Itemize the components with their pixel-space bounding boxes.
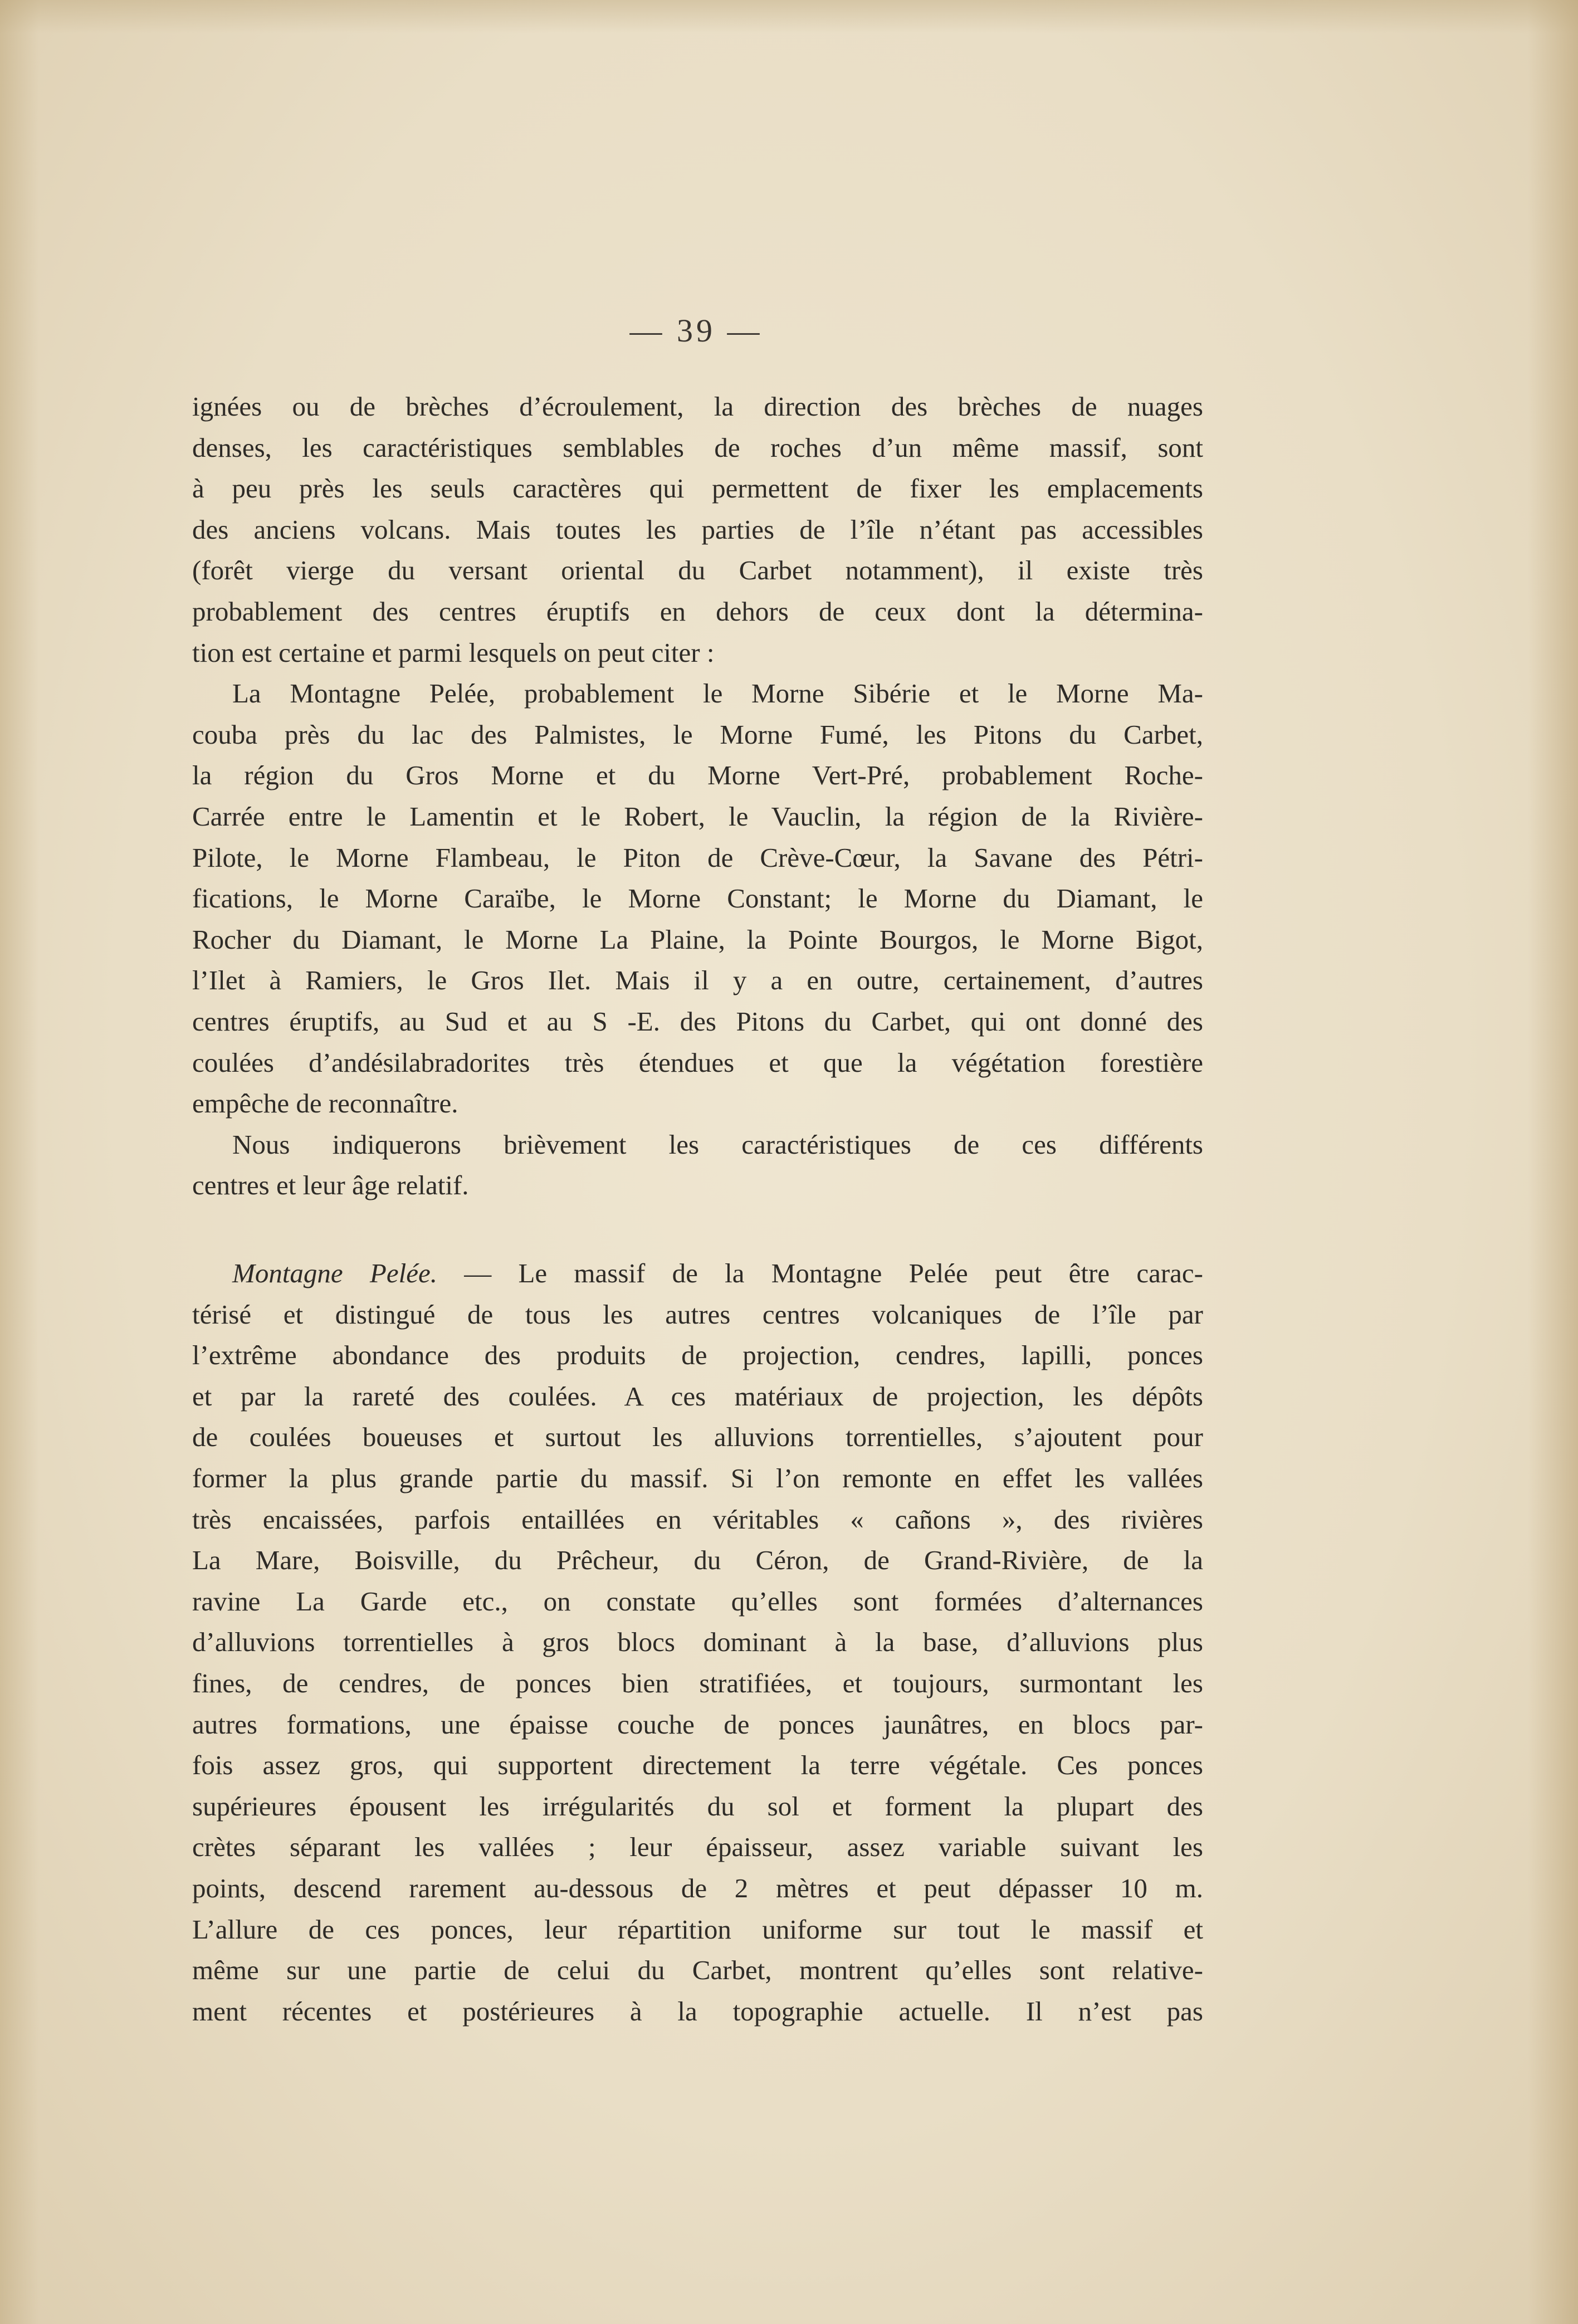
text-line: (forêt vierge du versant oriental du Carbet notamment), il existe très bbox=[192, 555, 1203, 586]
text-line: la région du Gros Morne et du Morne Vert-Pré, probablement Roche- bbox=[192, 760, 1203, 791]
text-line: Carrée entre le Lamentin et le Robert, le Vauclin, la région de la Rivière- bbox=[192, 800, 1203, 832]
text-line: former la plus grande partie du massif. Si l’on remonte en effet les vallées bbox=[192, 1462, 1203, 1493]
text-line: très encaissées, parfois entaillées en véritables « cañons », des rivières bbox=[192, 1503, 1203, 1535]
text-line: probablement des centres éruptifs en dehors de ceux dont la détermina- bbox=[192, 595, 1203, 627]
page-edge-shadow-top bbox=[0, 0, 1578, 33]
page-number: — 39 — bbox=[629, 313, 763, 349]
text-line: d’alluvions torrentielles à gros blocs dominant à la base, d’alluvions plus bbox=[192, 1627, 1203, 1658]
text-line: La Mare, Boisville, du Prêcheur, du Céron, de Grand-Rivière, de la bbox=[192, 1545, 1203, 1576]
section-montagne-pelee bbox=[192, 1253, 1203, 2032]
text-line: Pilote, le Morne Flambeau, le Piton de Crève-Cœur, la Savane des Pétri- bbox=[192, 842, 1203, 873]
text-line: l’extrême abondance des produits de projection, cendres, lapilli, ponces bbox=[192, 1340, 1203, 1371]
text-line-rest: — Le massif de la Montagne Pelée peut être carac- bbox=[437, 1258, 1203, 1288]
section-heading: Montagne Pelée. bbox=[232, 1258, 437, 1288]
text-line: coulées d’andésilabradorites très étendues et que la végétation forestière bbox=[192, 1047, 1203, 1078]
text-line: même sur une partie de celui du Carbet, montrent qu’elles sont relative- bbox=[192, 1955, 1203, 1986]
page-edge-shadow-left bbox=[0, 0, 39, 2324]
text-line: térisé et distingué de tous les autres centres volcaniques de l’île par bbox=[192, 1298, 1203, 1330]
paragraph-block-volcanic-centres bbox=[192, 386, 1203, 1206]
text-line: empêche de reconnaître. bbox=[192, 1088, 458, 1119]
text-line: supérieures épousent les irrégularités du sol et forment la plupart des bbox=[192, 1790, 1203, 1822]
text-line: denses, les caractéristiques semblables de roches d’un même massif, sont bbox=[192, 432, 1203, 463]
text-line: à peu près les seuls caractères qui permettent de fixer les emplacements bbox=[192, 473, 1203, 504]
text-line-with-heading bbox=[192, 1253, 1203, 1294]
text-line: points, descend rarement au-dessous de 2 mètres et peut dépasser 10 m. bbox=[192, 1872, 1203, 1903]
text-line: des anciens volcans. Mais toutes les parties de l’île n’étant pas accessibles bbox=[192, 514, 1203, 545]
page-edge-shadow-right bbox=[1528, 0, 1578, 2324]
text-line: Rocher du Diamant, le Morne La Plaine, la Pointe Bourgos, le Morne Bigot, bbox=[192, 924, 1203, 955]
text-line: L’allure de ces ponces, leur répartition uniforme sur tout le massif et bbox=[192, 1913, 1203, 1945]
text-line: crètes séparant les vallées ; leur épaisseur, assez variable suivant les bbox=[192, 1832, 1203, 1863]
text-line: ment récentes et postérieures à la topographie actuelle. Il n’est pas bbox=[192, 1995, 1203, 2027]
text-line: fois assez gros, qui supportent directement la terre végétale. Ces ponces bbox=[192, 1750, 1203, 1781]
text-line: tion est certaine et parmi lesquels on peut citer : bbox=[192, 637, 715, 668]
text-line: couba près du lac des Palmistes, le Morne Fumé, les Pitons du Carbet, bbox=[192, 719, 1203, 750]
text-line: ignées ou de brèches d’écroulement, la direction des brèches de nuages bbox=[192, 391, 1203, 422]
text-line: fications, le Morne Caraïbe, le Morne Constant; le Morne du Diamant, le bbox=[192, 883, 1203, 914]
text-line: La Montagne Pelée, probablement le Morne Sibérie et le Morne Ma- bbox=[232, 678, 1203, 709]
text-line: centres éruptifs, au Sud et au S -E. des Pitons du Carbet, qui ont donné des bbox=[192, 1005, 1203, 1037]
text-line: l’Ilet à Ramiers, le Gros Ilet. Mais il y a en outre, certainement, d’autres bbox=[192, 965, 1203, 996]
text-line: et par la rareté des coulées. A ces matériaux de projection, les dépôts bbox=[192, 1380, 1203, 1412]
text-line: fines, de cendres, de ponces bien stratifiées, et toujours, surmontant les bbox=[192, 1667, 1203, 1698]
text-line: centres et leur âge relatif. bbox=[192, 1170, 469, 1201]
text-line: de coulées boueuses et surtout les alluvions torrentielles, s’ajoutent pour bbox=[192, 1422, 1203, 1453]
text-line: Nous indiquerons brièvement les caractéristiques de ces différents bbox=[232, 1129, 1203, 1160]
text-line: ravine La Garde etc., on constate qu’elles sont formées d’alternances bbox=[192, 1585, 1203, 1617]
text-line: autres formations, une épaisse couche de ponces jaunâtres, en blocs par- bbox=[192, 1708, 1203, 1740]
